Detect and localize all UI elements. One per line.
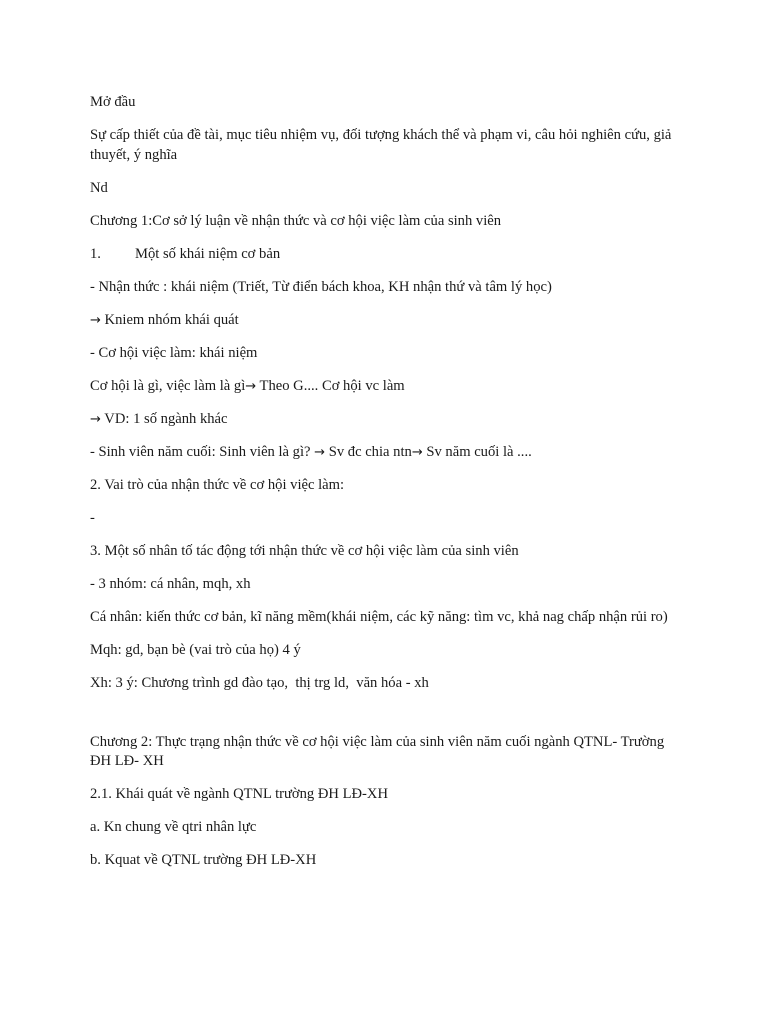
factor-groups: - 3 nhóm: cá nhân, mqh, xh xyxy=(90,575,251,592)
arrow-right-icon: → xyxy=(314,444,326,460)
section-2-1: 2.1. Khái quát về ngành QTNL trường ĐH LĐ-XH xyxy=(90,786,388,802)
intro-contents: Sự cấp thiết của đề tài, mục tiêu nhiệm vụ, đối tượng khách thể và phạm vi, câu hỏi nghiên cứu, giả thuyết, ý nghĩa xyxy=(90,127,676,163)
subsection-a: a. Kn chung về qtri nhân lực xyxy=(90,819,257,835)
factor-individual: Cá nhân: kiến thức cơ bản, kĩ năng mềm(khái niệm, các kỹ năng: tìm vc, khả nag chấp nhận rủi ro) xyxy=(90,608,668,625)
line-text: Theo G.... Cơ hội vc làm xyxy=(256,377,405,394)
factor-society: Xh: 3 ý: Chương trình gd đào tạo, thị trg ld, văn hóa - xh xyxy=(90,674,429,691)
chapter-2-title: Chương 2: Thực trạng nhận thức về cơ hội việc làm của sinh viên năm cuối ngành QTNL- Trường ĐH LĐ- XH xyxy=(90,733,668,769)
final-year-student-line xyxy=(90,443,680,463)
chapter-1-title: Chương 1:Cơ sở lý luận về nhận thức và cơ hội việc làm của sinh viên xyxy=(90,212,502,229)
blank-line xyxy=(90,707,680,733)
subsection-b: b. Kquat về QTNL trường ĐH LĐ-XH xyxy=(90,852,317,868)
line-text: Cơ hội là gì, việc làm là gì xyxy=(90,377,246,394)
section-2-role: 2. Vai trò của nhận thức về cơ hội việc làm: xyxy=(90,476,345,493)
opportunity-definition-line xyxy=(90,377,680,397)
section-3-factors: 3. Một số nhân tố tác động tới nhận thức về cơ hội việc làm của sinh viên xyxy=(90,542,519,559)
section-title: Một số khái niệm cơ bản xyxy=(135,245,281,262)
arrow-right-icon: → xyxy=(411,444,423,460)
line-text: VD: 1 số ngành khác xyxy=(100,410,228,427)
arrow-right-icon: → xyxy=(90,312,101,328)
content-label: Nd xyxy=(90,179,108,196)
factor-relationships: Mqh: gd, bạn bè (vai trò của họ) 4 ý xyxy=(90,641,301,658)
document-page xyxy=(90,93,680,884)
concept-group-line xyxy=(90,311,680,331)
line-text: Sv đc chia ntn xyxy=(325,443,412,460)
section-number: 1. xyxy=(90,245,101,262)
arrow-right-icon: → xyxy=(90,411,101,427)
line-text: Kniem nhóm khái quát xyxy=(100,311,239,328)
concept-perception: - Nhận thức : khái niệm (Triết, Từ điển bách khoa, KH nhận thứ và tâm lý học) xyxy=(90,278,552,295)
empty-bullet: - xyxy=(90,509,95,526)
section-1-1 xyxy=(90,245,680,265)
line-text: Sv năm cuối là .... xyxy=(422,443,532,460)
heading-intro: Mở đầu xyxy=(90,94,136,110)
example-line xyxy=(90,410,680,430)
concept-job-opportunity: - Cơ hội việc làm: khái niệm xyxy=(90,344,258,361)
line-text: - Sinh viên năm cuối: Sinh viên là gì? xyxy=(90,443,315,460)
arrow-right-icon: → xyxy=(245,378,257,394)
